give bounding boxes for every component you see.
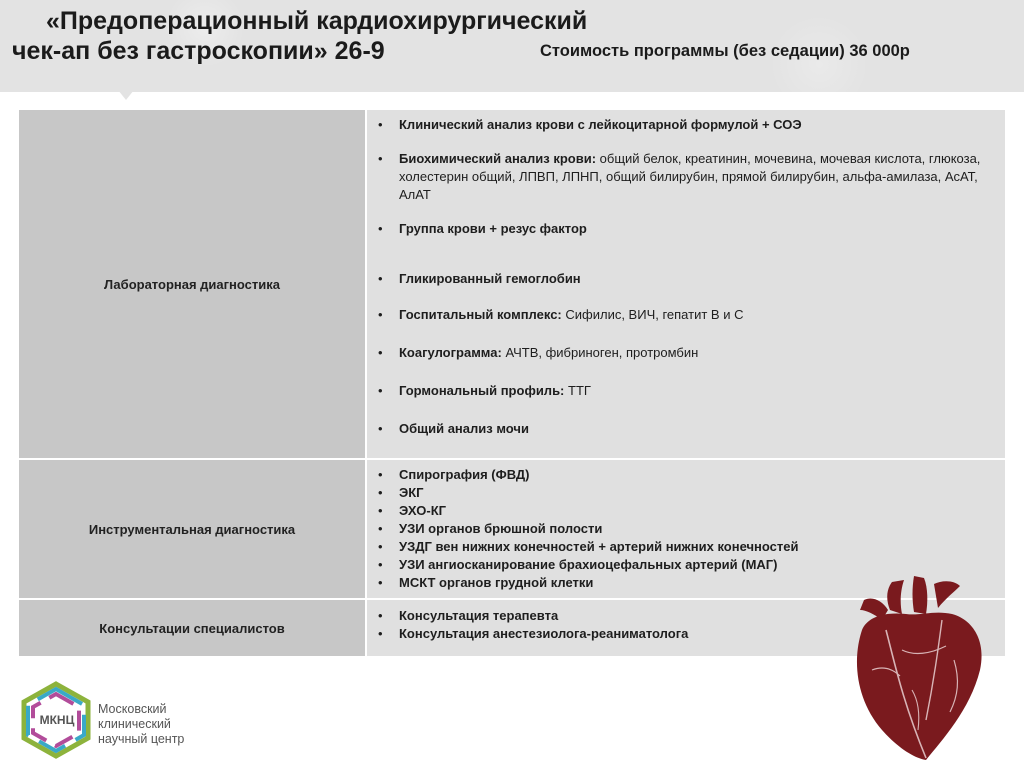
header-banner — [0, 0, 1024, 92]
logo-text: Московский клинический научный центр — [98, 702, 185, 746]
list-item: • УЗИ органов брюшной полости — [367, 520, 1005, 538]
clinic-logo — [14, 680, 204, 760]
category-cell: Консультации специалистов — [19, 599, 366, 657]
list-item: • Общий анализ мочи — [367, 420, 1005, 438]
logo-abbreviation: МКНЦ — [39, 713, 75, 727]
header-notch — [118, 90, 134, 100]
list-item: • Спирография (ФВД) — [367, 466, 1005, 484]
list-item: • ЭКГ — [367, 484, 1005, 502]
test-list — [367, 110, 1005, 438]
list-item: • Гормональный профиль: ТТГ — [367, 382, 1005, 400]
list-item: • Клинический анализ крови с лейкоцитарной формулой + СОЭ — [367, 116, 1005, 134]
title-line-1: «Предоперационный кардиохирургический — [46, 7, 588, 35]
list-item: • Консультация анестезиолога-реаниматолога — [367, 625, 1005, 643]
heart-illustration — [842, 570, 992, 762]
list-item: • Госпитальный комплекс: Сифилис, ВИЧ, гепатит В и С — [367, 306, 1005, 324]
list-item: • Коагулограмма: АЧТВ, фибриноген, протромбин — [367, 344, 1005, 362]
list-item: • МСКТ органов грудной клетки — [367, 574, 1005, 592]
list-item: • Гликированный гемоглобин — [367, 270, 1005, 288]
category-cell: Инструментальная диагностика — [19, 459, 366, 599]
list-item: • Биохимический анализ крови: общий белок, креатинин, мочевина, мочевая кислота, глюкоза, холестерин общий, ЛПВП, ЛПНП, общий билирубин, прямой билирубин, альфа-амилаза, АсАТ, АлАТ — [367, 150, 1005, 204]
list-item: • Консультация терапевта — [367, 607, 1005, 625]
title-line-2: чек-ап без гастроскопии» 26-9 — [12, 37, 385, 65]
program-price: Стоимость программы (без седации) 36 000р — [540, 42, 910, 60]
list-item: • Группа крови + резус фактор — [367, 220, 1005, 238]
table-row-laboratory — [19, 110, 1005, 459]
category-cell: Лабораторная диагностика — [19, 110, 366, 459]
items-cell — [366, 110, 1005, 459]
list-item: • УЗИ ангиосканирование брахиоцефальных артерий (МАГ) — [367, 556, 1005, 574]
list-item: • УЗДГ вен нижних конечностей + артерий нижних конечностей — [367, 538, 1005, 556]
list-item: • ЭХО-КГ — [367, 502, 1005, 520]
